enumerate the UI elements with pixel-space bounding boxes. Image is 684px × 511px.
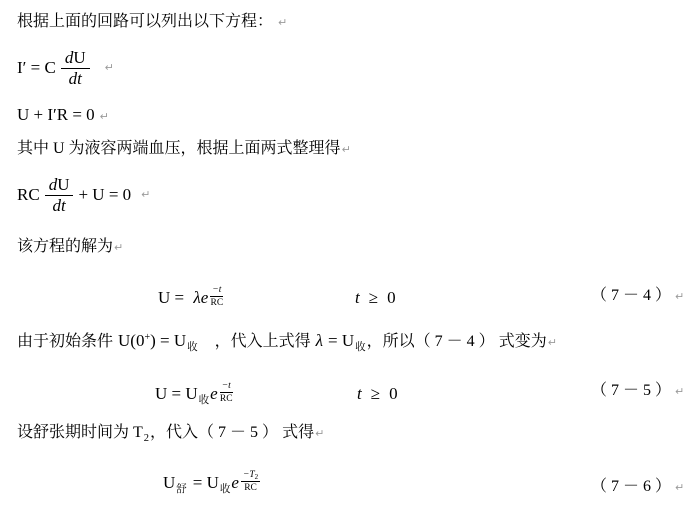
equation-7-5-label: （7－5）↵ [591, 382, 684, 399]
initial-u0: U(0 [118, 331, 145, 350]
initial-plus-sup: + [144, 332, 151, 343]
equation-capacitor-current [17, 48, 114, 88]
eq4-lhs: U = [158, 288, 185, 307]
eq3-lhs: RC [17, 185, 40, 205]
paragraph-mark: ↵ [547, 336, 557, 349]
eq5-lhs: U = U [155, 384, 198, 403]
equation-7-4 [158, 287, 223, 321]
paragraph-mark: ↵ [141, 188, 151, 202]
paragraph-mark: ↵ [114, 241, 124, 254]
eq3-fraction [45, 175, 74, 215]
equation-7-4-label: （7－4）↵ [591, 287, 684, 304]
eq4-cond-var: t [355, 288, 360, 307]
eq4-cond-op: ≥ [368, 288, 379, 307]
eq6-sub-systolic: 收 [219, 484, 231, 495]
eq3-fraction-numerator: dU [45, 175, 74, 196]
paragraph-mark: ↵ [341, 143, 351, 156]
eq6-mid: = U [192, 473, 219, 492]
equation-7-5 [155, 383, 233, 417]
paragraph-explain [17, 139, 351, 159]
paragraph-mark: ↵ [104, 61, 114, 75]
eq2-text: U + I′R = 0 [17, 105, 95, 124]
eq4-cond-val: 0 [387, 288, 396, 307]
solution-text: 该方程的解为 [17, 238, 114, 255]
paragraph-diastole [17, 423, 324, 443]
initial-mid: ，代入上式得 [214, 333, 311, 350]
initial-sub-systolic-1: 收 [187, 342, 198, 353]
eq6-exponent-fraction: $\frac{-T_2}{RC}$ [242, 470, 259, 494]
equation-7-5-condition [357, 383, 398, 404]
initial-lambda-eq: = U [328, 331, 355, 350]
paragraph-mark: ↵ [99, 110, 109, 123]
diastole-mid: ，代入 [150, 424, 199, 441]
equation-ode [17, 175, 150, 215]
equation-7-6-label: （7－6）↵ [591, 478, 684, 495]
eq4-exponent-fraction: $\frac{-t}{RC}$ [210, 285, 224, 309]
eq5-sub-systolic: 收 [198, 395, 210, 406]
initial-sub-systolic-2: 收 [355, 342, 366, 353]
intro-text: 根据上面的回路可以列出以下方程： [17, 13, 274, 30]
paragraph-mark: ↵ [675, 385, 684, 398]
diastole-post: 式得 [282, 424, 315, 441]
paragraph-intro [17, 12, 287, 32]
initial-tail-post: 式变为 [498, 333, 547, 350]
initial-pre: 由于初始条件 [17, 333, 114, 350]
eq3-rhs: + U = 0 [78, 185, 132, 205]
paragraph-initial-condition [17, 330, 557, 352]
eq1-fraction-denominator: dt [68, 68, 82, 88]
initial-tail-pre: ，所以 [366, 333, 415, 350]
initial-u-close: ) = U [150, 331, 187, 350]
eq6-lhs-U: U [163, 473, 176, 492]
eq1-fraction-numerator: dU [61, 48, 90, 69]
eq5-e: e [210, 384, 218, 403]
eq3-fraction-denominator: dt [52, 195, 66, 215]
equation-kvl [17, 104, 109, 126]
eq5-cond-var: t [357, 384, 362, 403]
eq5-exponent-fraction: $\frac{-t}{RC}$ [219, 381, 233, 405]
eq5-cond-op: ≥ [370, 384, 381, 403]
initial-eqref: （7－4） [414, 333, 499, 350]
eq6-sub-diastolic: 舒 [176, 484, 187, 495]
explain-text: 其中 U 为液容两端血压，根据上面两式整理得 [17, 140, 341, 157]
diastole-pre: 设舒张期时间为 T [17, 424, 143, 441]
paragraph-solution-intro [17, 237, 123, 257]
diastole-sub-2: 2 [143, 433, 150, 444]
paragraph-mark: ↵ [675, 290, 684, 303]
paragraph-mark: ↵ [675, 481, 684, 494]
paragraph-mark: ↵ [278, 16, 288, 29]
eq4-e: e [200, 288, 209, 307]
eq4-lambda: λ [193, 288, 201, 307]
paragraph-mark: ↵ [315, 427, 325, 440]
eq5-cond-val: 0 [389, 384, 398, 403]
eq1-fraction [61, 48, 90, 88]
equation-7-6 [163, 472, 260, 506]
equation-7-4-condition [355, 287, 396, 308]
initial-lambda: λ [315, 331, 324, 350]
diastole-eqref: （7－5） [198, 424, 283, 441]
eq1-lhs: I′ = C [17, 58, 56, 78]
eq6-e: e [231, 473, 239, 492]
